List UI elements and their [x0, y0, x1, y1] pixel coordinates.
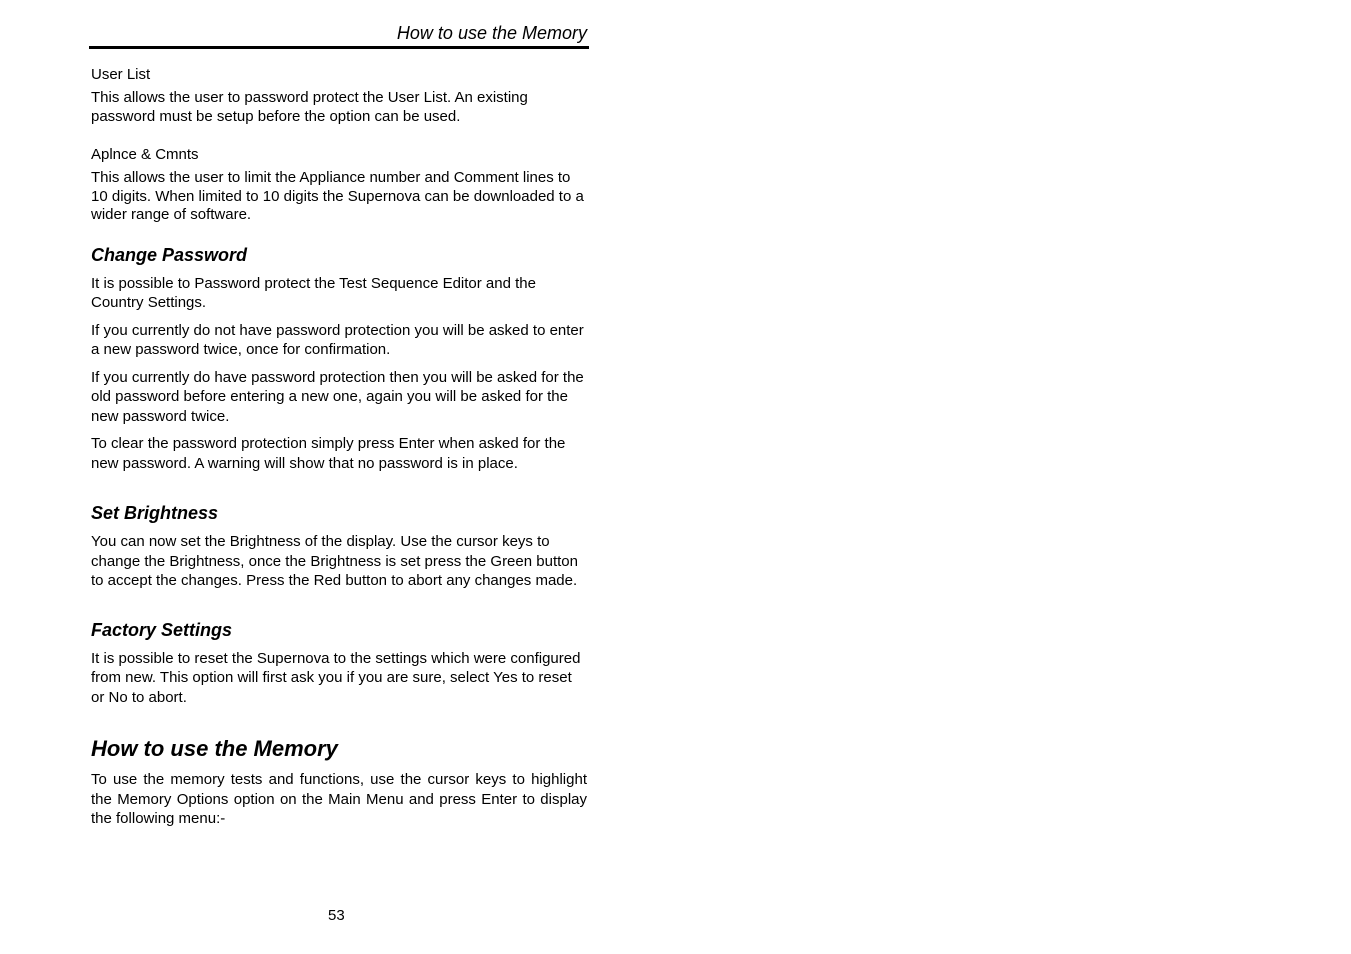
- factory-settings-section: [91, 619, 587, 708]
- change-password-paragraph: If you currently do not have password protection you will be asked to enter a new password twice, once for confirmation.: [91, 321, 584, 358]
- aplnce-cmnts-section: [91, 146, 587, 225]
- aplnce-cmnts-label: Aplnce & Cmnts: [91, 146, 199, 163]
- factory-settings-heading: Factory Settings: [91, 619, 233, 640]
- memory-text: To use the memory tests and functions, use the cursor keys to highlight the Memory Options option on the Main Menu and press Enter to display the following menu:-: [91, 771, 587, 827]
- aplnce-cmnts-text: This allows the user to limit the Appliance number and Comment lines to 10 digits. When limited to 10 digits the Supernova can be downloaded to a wider range of software.: [91, 169, 584, 223]
- set-brightness-heading: Set Brightness: [91, 503, 219, 523]
- page-number: 53: [328, 907, 345, 924]
- page-content: [91, 66, 587, 829]
- memory-section: [91, 736, 587, 829]
- memory-heading: How to use the Memory: [91, 736, 338, 761]
- running-header-title: How to use the Memory: [396, 23, 587, 43]
- factory-settings-text: It is possible to reset the Supernova to the settings which were configured from new. This option will first ask you if you are sure, select Yes to reset or No to abort.: [91, 649, 581, 706]
- user-list-text: This allows the user to password protect the User List. An existing password must be setup before the option can be used.: [91, 89, 528, 125]
- change-password-section: [91, 244, 587, 474]
- set-brightness-section: [91, 502, 587, 591]
- change-password-paragraph: It is possible to Password protect the Test Sequence Editor and the Country Settings.: [91, 274, 536, 311]
- user-list-label: User List: [91, 66, 151, 83]
- manual-page: [89, 0, 589, 954]
- change-password-paragraph: To clear the password protection simply press Enter when asked for the new password. A warning will show that no password is in place.: [91, 435, 566, 472]
- user-list-section: [91, 66, 587, 126]
- set-brightness-text: You can now set the Brightness of the display. Use the cursor keys to change the Brightness, once the Brightness is set press the Green button to accept the changes. Press the Red button to abort any changes made.: [91, 533, 578, 589]
- change-password-heading: Change Password: [91, 244, 248, 265]
- change-password-paragraph: If you currently do have password protection then you will be asked for the old password before entering a new one, again you will be asked for the new password twice.: [91, 368, 584, 425]
- running-header: [89, 22, 589, 49]
